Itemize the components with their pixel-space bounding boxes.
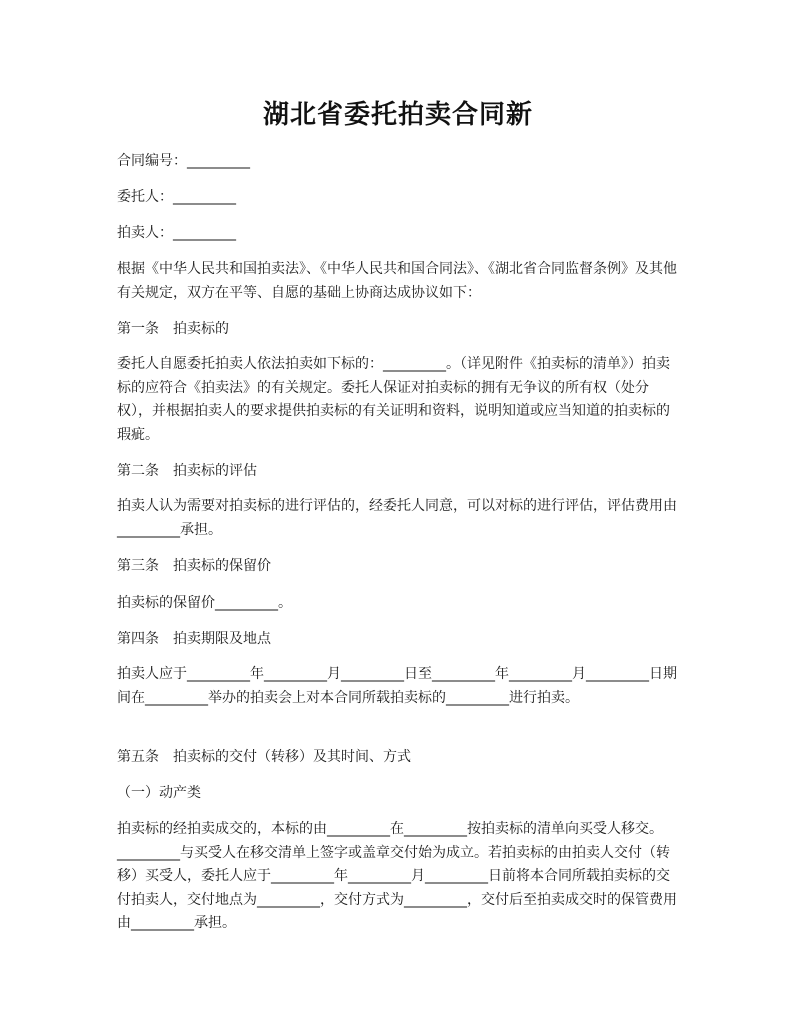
article-5-heading-block [117, 746, 683, 770]
movable-property-subheading: （一）动产类 [117, 785, 201, 801]
article-4-heading-block [117, 628, 683, 652]
article-3-body-block [117, 592, 683, 616]
article-2-heading: 第二条 拍卖标的评估 [117, 463, 257, 479]
article-4-body: 拍卖人应于_________年_________月_________日至_________年_________月_________日期间在_________举办的拍卖会上对本合同所载拍卖标的_________进行拍卖。 [117, 666, 677, 706]
article-5-subheading-block [117, 782, 683, 806]
article-5-heading: 第五条 拍卖标的交付（转移）及其时间、方式 [117, 749, 411, 765]
article-5-body: 拍卖标的经拍卖成交的，本标的由_________在_________按拍卖标的清单向买受人移交。_________与买受人在移交清单上签字或盖章交付始为成立。若拍卖标的由拍卖人交付（转移）买受人，委托人应于_________年_________月_________日前将本合同所载拍卖标的交付拍卖人，交付地点为_________，交付方式为_________，交付后至拍卖成交时的保管费用由_________承担。 [117, 821, 677, 931]
article-3-body: 拍卖标的保留价_________。 [117, 595, 292, 611]
article-2-body-block [117, 495, 683, 542]
document-title: 湖北省委托拍卖合同新 [262, 100, 533, 130]
article-3-heading-block [117, 555, 683, 579]
article-4-body-block [117, 663, 683, 710]
field-contract-no [117, 150, 683, 174]
preamble-block [117, 258, 683, 305]
field-client [117, 186, 683, 210]
auctioneer-field: 拍卖人：_________ [117, 225, 236, 241]
contract-number-field: 合同编号：_________ [117, 153, 250, 169]
article-4-heading: 第四条 拍卖期限及地点 [117, 631, 271, 647]
article-1-body-block [117, 353, 683, 447]
client-field: 委托人：_________ [117, 189, 236, 205]
article-5-body-block [117, 818, 683, 936]
preamble-paragraph: 根据《中华人民共和国拍卖法》、《中华人民共和国合同法》、《湖北省合同监督条例》及其他有关规定，双方在平等、自愿的基础上协商达成协议如下： [117, 261, 677, 301]
article-1-heading-block [117, 318, 683, 342]
article-2-heading-block [117, 460, 683, 484]
article-3-heading: 第三条 拍卖标的保留价 [117, 558, 271, 574]
field-auctioneer [117, 222, 683, 246]
article-1-body: 委托人自愿委托拍卖人依法拍卖如下标的：_________。（详见附件《拍卖标的清单》）拍卖标的应符合《拍卖法》的有关规定。委托人保证对拍卖标的拥有无争议的所有权（处分权），并根据拍卖人的要求提供拍卖标的有关证明和资料，说明知道或应当知道的拍卖标的瑕疵。 [117, 356, 670, 443]
article-1-heading: 第一条 拍卖标的 [117, 321, 229, 337]
article-2-body: 拍卖人认为需要对拍卖标的进行评估的，经委托人同意，可以对标的进行评估，评估费用由_________承担。 [117, 498, 677, 538]
